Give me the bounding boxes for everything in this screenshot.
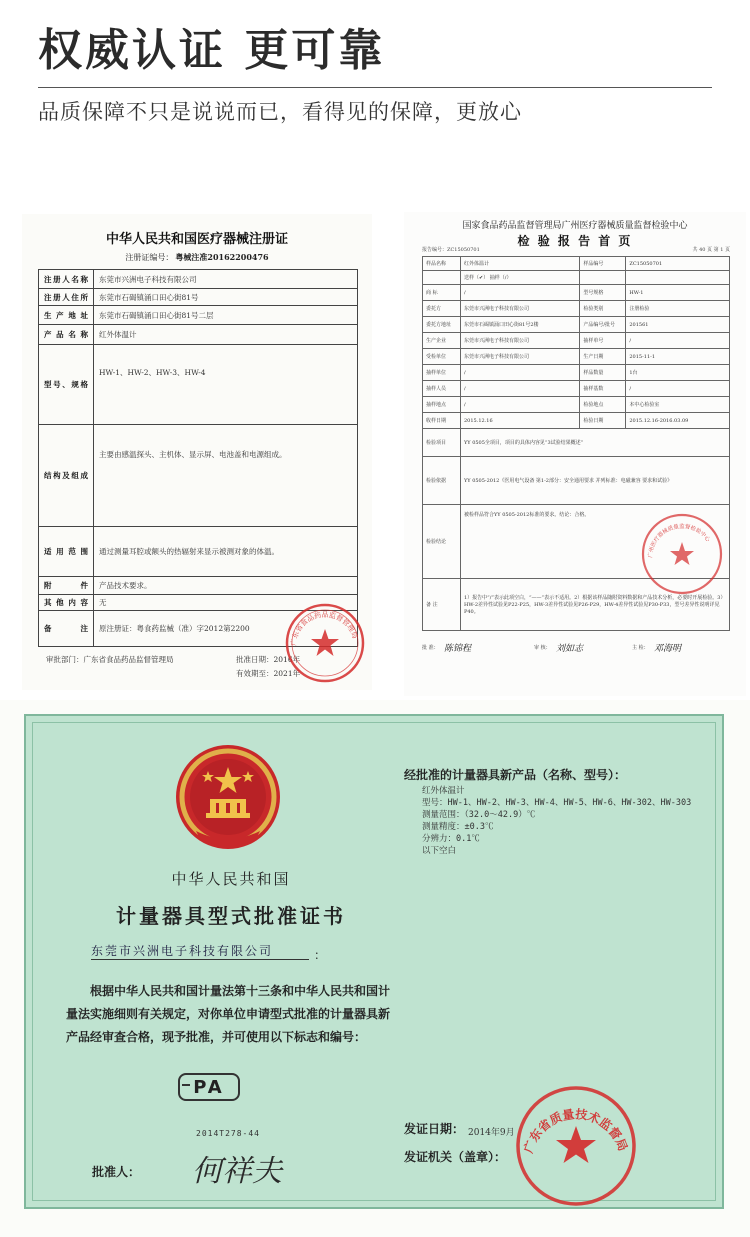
certificate-company: 东莞市兴洲电子科技有限公司 — [91, 942, 309, 960]
certificate-country: 中华人民共和国 — [171, 870, 291, 888]
main-inspector-signature: 邓海明 — [654, 644, 682, 654]
product-line: 测量范围：（32.0～42.9）℃ — [422, 810, 536, 820]
cell: / — [626, 381, 730, 397]
issuing-authority-label: 发证机关（盖章）： — [404, 1150, 507, 1164]
table-row — [423, 285, 730, 301]
row-value: 无 — [94, 595, 358, 611]
table-row — [423, 271, 730, 285]
approved-product-heading: 经批准的计量器具新产品（名称、型号）： — [404, 768, 627, 782]
report-meta — [422, 246, 730, 253]
cell: 1台 — [626, 365, 730, 381]
cell: 东莞市石碣镇涌口田心街81号2楼 — [461, 317, 580, 333]
registration-number — [22, 252, 372, 263]
product-line: 分辨力：0.1℃ — [422, 834, 480, 844]
red-seal-2 — [640, 512, 724, 596]
approver-signature: 何祥夫 — [192, 1154, 282, 1189]
row-value: 红外体温计 — [94, 325, 358, 345]
registration-table — [38, 269, 358, 647]
table-row — [423, 413, 730, 429]
registration-title: 中华人民共和国医疗器械注册证 — [105, 232, 288, 247]
table-row — [423, 429, 730, 457]
cell: 检验地点 — [580, 397, 626, 413]
row-label: 注册人住所 — [39, 289, 94, 306]
row-label: 其他内容 — [39, 595, 94, 611]
seal-2-text: 广州医疗器械质量监督检验中心 — [647, 523, 711, 559]
certificate-title: 计量器具型式批准证书 — [116, 904, 346, 928]
table-row — [423, 457, 730, 505]
certificate-frame — [24, 714, 724, 1209]
cell: HW-1 — [626, 285, 730, 301]
row-label: 注册人名称 — [39, 270, 94, 289]
company-colon: ： — [314, 948, 327, 962]
row-label: 附件 — [39, 577, 94, 595]
registration-certificate — [22, 214, 372, 690]
inspection-report — [404, 212, 746, 696]
row-label: 生产地址 — [39, 306, 94, 325]
cell: 样品数量 — [580, 365, 626, 381]
product-line: 测量精度：±0.3℃ — [422, 822, 494, 832]
cell: 备 注 — [423, 579, 461, 631]
cell: 送样（✔） 抽样（/） — [461, 271, 580, 285]
cell: 抽样单位 — [423, 365, 461, 381]
table-row — [423, 397, 730, 413]
product-line: 以下空白 — [422, 846, 457, 856]
table-row — [39, 577, 358, 595]
approve-signature: 陈锦程 — [444, 644, 472, 654]
cell: 东莞市兴洲电子科技有限公司 — [461, 333, 580, 349]
table-row — [423, 257, 730, 271]
table-row — [423, 381, 730, 397]
pattern-approval-certificate — [0, 700, 750, 1237]
cell: 抽样单号 — [580, 333, 626, 349]
cell: 商 标 — [423, 285, 461, 301]
table-row — [423, 349, 730, 365]
cell: 产品编号/批号 — [580, 317, 626, 333]
cell: 样品名称 — [423, 257, 461, 271]
cell: 型号规格 — [580, 285, 626, 301]
cpa-mark — [178, 1073, 240, 1101]
approved-product-block — [404, 766, 704, 857]
cell: 注册检验 — [626, 301, 730, 317]
table-row — [39, 289, 358, 306]
cell: 本中心检验室 — [626, 397, 730, 413]
table-row — [39, 270, 358, 289]
cell: 抽样地点 — [423, 397, 461, 413]
cell: / — [461, 285, 580, 301]
cell: 检验项目 — [423, 429, 461, 457]
cell: / — [461, 365, 580, 381]
seal-1-text: 广东省食品药品监督管理局 — [289, 610, 359, 647]
row-label: 备注 — [39, 611, 94, 647]
table-row — [39, 306, 358, 325]
row-label: 型号、规格 — [39, 345, 94, 425]
main-inspector-label: 主 检： — [632, 645, 649, 651]
cell: 受检单位 — [423, 349, 461, 365]
report-page: 共 40 页 第 1 页 — [692, 247, 730, 253]
table-row — [423, 317, 730, 333]
cell: 东莞市兴洲电子科技有限公司 — [461, 301, 580, 317]
cell: 1）报告中“/”表示此项空白，“——”表示不适用。2）根据该样品随附资料数据和产品技术分析，必要时开展检验。3）HW-2差异性试验见P22-P25，HW-3差异性试验见P26-P29，HW-4差异性试验见P30-P33，型号差异性说明详见P40。 — [461, 579, 730, 631]
cell: 201561 — [626, 317, 730, 333]
row-value: HW-1、HW-2、HW-3、HW-4 — [94, 345, 358, 425]
table-row — [423, 365, 730, 381]
row-value: 原注册证：粤食药监械（准）字2012第2200 — [94, 611, 358, 647]
cell: 生产企业 — [423, 333, 461, 349]
cell: 检验结论 — [423, 505, 461, 579]
table-row — [423, 333, 730, 349]
row-value: 主要由感温探头、主机体、显示屏、电池盖和电源组成。 — [94, 425, 358, 527]
approval-code: 2014T278-44 — [196, 1129, 260, 1138]
cell: 2015.12.16 — [461, 413, 580, 429]
red-seal-3 — [512, 1082, 640, 1210]
cpa-mark-text: PA — [193, 1077, 225, 1098]
cell: 委托方 — [423, 301, 461, 317]
review-signature: 刘如志 — [556, 644, 584, 654]
approval-date: 批准日期：2016年 — [236, 655, 301, 664]
product-line: 红外体温计 — [422, 786, 465, 796]
cell: 样品编号 — [580, 257, 626, 271]
approval-department: 审批部门：广东省食品药品监督管理局 — [46, 655, 174, 664]
cell: 生产日期 — [580, 349, 626, 365]
row-value: 产品技术要求。 — [94, 577, 358, 595]
table-row — [39, 527, 358, 577]
cell: 东莞市兴洲电子科技有限公司 — [461, 349, 580, 365]
row-value: 东莞市兴洲电子科技有限公司 — [94, 270, 358, 289]
cell: YY 0505全项目，项目的具体内容见“3试验结果概述” — [461, 429, 730, 457]
approver-label: 批准人： — [92, 1165, 141, 1179]
valid-until: 有效期至：2021年 — [236, 669, 301, 678]
national-emblem-icon — [166, 741, 291, 853]
report-organization: 国家食品药品监督管理局广州医疗器械质量监督检验中心 — [462, 221, 688, 231]
issue-date-value: 2014年9月 — [468, 1128, 515, 1138]
page-subtitle: 品质保障不只是说说而已，看得见的保障，更放心 — [38, 100, 522, 124]
cell: 收样日期 — [423, 413, 461, 429]
product-line: 型号：HW-1、HW-2、HW-3、HW-4、HW-5、HW-6、HW-302、HW-303 — [422, 798, 692, 808]
cell: 红外体温计 — [461, 257, 580, 271]
cell: 抽样基数 — [580, 381, 626, 397]
cell: / — [461, 381, 580, 397]
row-label: 适用范围 — [39, 527, 94, 577]
cell: 2015.12.16-2016.03.09 — [626, 413, 730, 429]
row-label: 产品名称 — [39, 325, 94, 345]
table-row — [39, 425, 358, 527]
row-value: 东莞市石碣镇涌口田心街81号 — [94, 289, 358, 306]
cell: 抽样人员 — [423, 381, 461, 397]
cell: 检验依据 — [423, 457, 461, 505]
registration-number-label: 注册证编号： — [125, 253, 174, 262]
cell — [423, 271, 461, 285]
page-title: 权威认证 更可靠 — [38, 25, 386, 76]
row-label: 结构及组成 — [39, 425, 94, 527]
cell — [580, 271, 626, 285]
red-seal-1 — [284, 602, 366, 684]
cell: YY 0505-2012《医用电气设备 第1-2部分：安全通用要求 并列标准：电磁兼容 要求和试验》 — [461, 457, 730, 505]
seal-3-text: 广东省质量技术监督局 — [521, 1107, 631, 1155]
cell: 2015-11-1 — [626, 349, 730, 365]
issue-date-label: 发证日期： — [404, 1122, 465, 1136]
cell: 委托方地址 — [423, 317, 461, 333]
table-row — [39, 345, 358, 425]
cell: 检验类别 — [580, 301, 626, 317]
title-divider — [38, 87, 712, 88]
table-row — [423, 301, 730, 317]
cell: 被检样品符合YY 0505-2012标准的要求。结论：合格。 — [461, 505, 730, 579]
cell: / — [626, 333, 730, 349]
report-number: 报告编号：ZC15050701 — [422, 247, 480, 253]
approve-label: 批 准： — [422, 645, 439, 651]
row-value: 东莞市石碣镇涌口田心街81号二层 — [94, 306, 358, 325]
review-label: 审 核： — [534, 645, 551, 651]
certificate-body: 根据中华人民共和国计量法第十三条和中华人民共和国计量法实施细则有关规定，对你单位申请型式批准的计量器具新产品经审查合格，现予批准，并可使用以下标志和编号： — [66, 984, 391, 1044]
cell — [626, 271, 730, 285]
cell: / — [461, 397, 580, 413]
row-value: 通过测量耳腔或额头的热辐射来显示被测对象的体温。 — [94, 527, 358, 577]
table-row — [39, 325, 358, 345]
report-title: 检 验 报 告 首 页 — [517, 234, 633, 248]
cell: ZC15050701 — [626, 257, 730, 271]
registration-number-value: 粤械注准20162200476 — [175, 252, 269, 262]
cell: 检验日期 — [580, 413, 626, 429]
